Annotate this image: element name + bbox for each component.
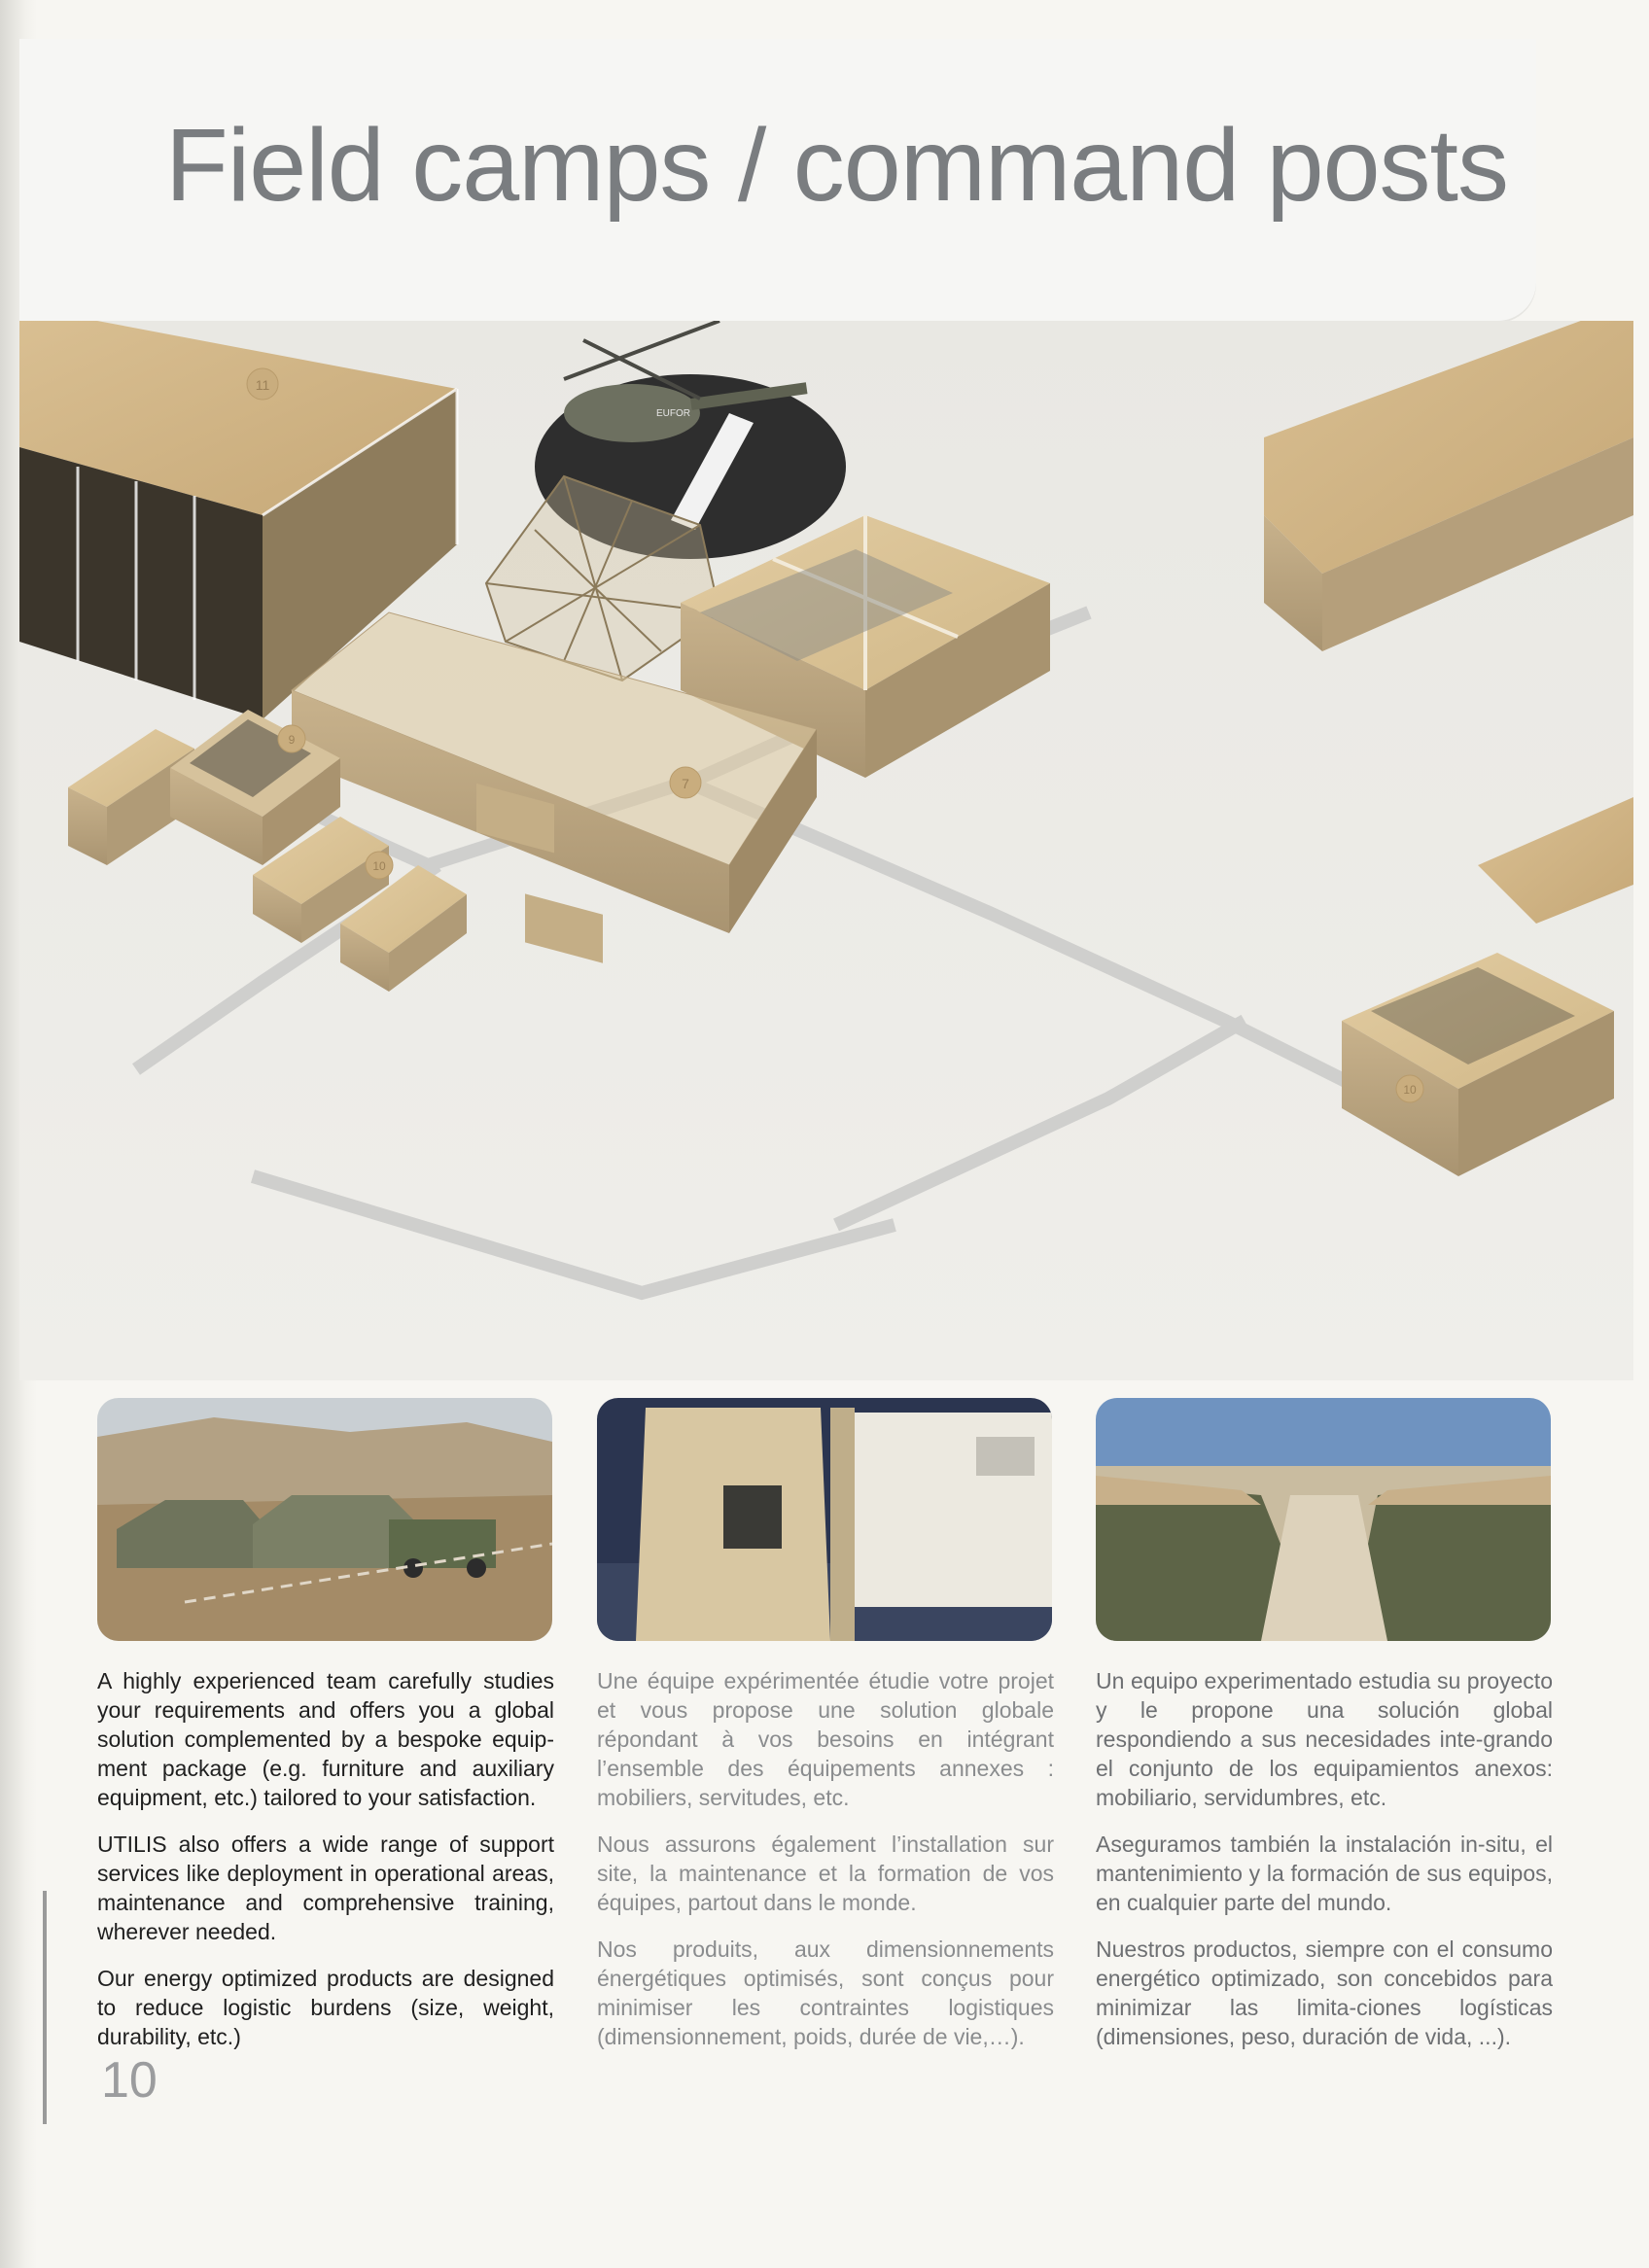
page-number: 10 [101,2052,158,2109]
helicopter-marking: EUFOR [656,408,690,419]
callout-number: 7 [682,776,689,791]
paragraph: Nos produits, aux dimensionnements énergétiques optimisés, sont conçus pour minimiser les contraintes logistiques (dimensionnement, poids, durée de vie,…). [597,1937,1054,2049]
photo-desert-camp [97,1398,552,1641]
callout-number: 10 [1403,1083,1417,1097]
paragraph: Une équipe expérimentée étudie votre projet et vous propose une solution globale répondant à vos besoins en intégrant l’ensemble des équipements annexes : mobiliers, servitudes, etc. [597,1668,1054,1810]
text-column-french [597,1666,1054,2069]
paragraph: Un equipo experimentado estudia su proyecto y le propone una solución global respondiendo a sus necesidades inte-grando el conjunto de los equipamientos anexos: mobiliario, servidumbres, etc. [1096,1668,1553,1810]
paragraph: Nous assurons également l’installation sur site, la maintenance et la formation de vos équipes, partout dans le monde. [597,1832,1054,1915]
paragraph: Our energy optimized products are designed to reduce logistic burdens (size, weight, durability, etc.) [97,1966,554,2049]
page-title: Field camps / command posts [165,108,1508,223]
text-column-english [97,1666,554,2069]
callout-number: 11 [255,377,270,393]
paragraph: Nuestros productos, siempre con el consumo energético optimizado, son concebidos para minimizar las limita-ciones logísticas (dimensiones, peso, duración de vida, ...). [1096,1937,1553,2049]
margin-rule [43,1891,47,2124]
camp-illustration [19,321,1633,1380]
photo-shelter-container [597,1398,1052,1641]
photo-tent-rows [1096,1398,1551,1641]
callout-number: 10 [372,859,386,873]
paragraph: A highly experienced team carefully studies your requirements and offers you a global solution complemented by a bespoke equip-ment package (e.g. furniture and auxiliary equipment, etc.) tailored to your satisfaction. [97,1668,554,1810]
callout-number: 9 [288,733,296,747]
text-column-spanish [1096,1666,1553,2069]
paragraph: Aseguramos también la instalación in-situ, el mantenimiento y la formación de sus equipos, en cualquier parte del mundo. [1096,1832,1553,1915]
paragraph: UTILIS also offers a wide range of support services like deployment in operational areas, maintenance and comprehensive training, wherever needed. [97,1832,554,1944]
